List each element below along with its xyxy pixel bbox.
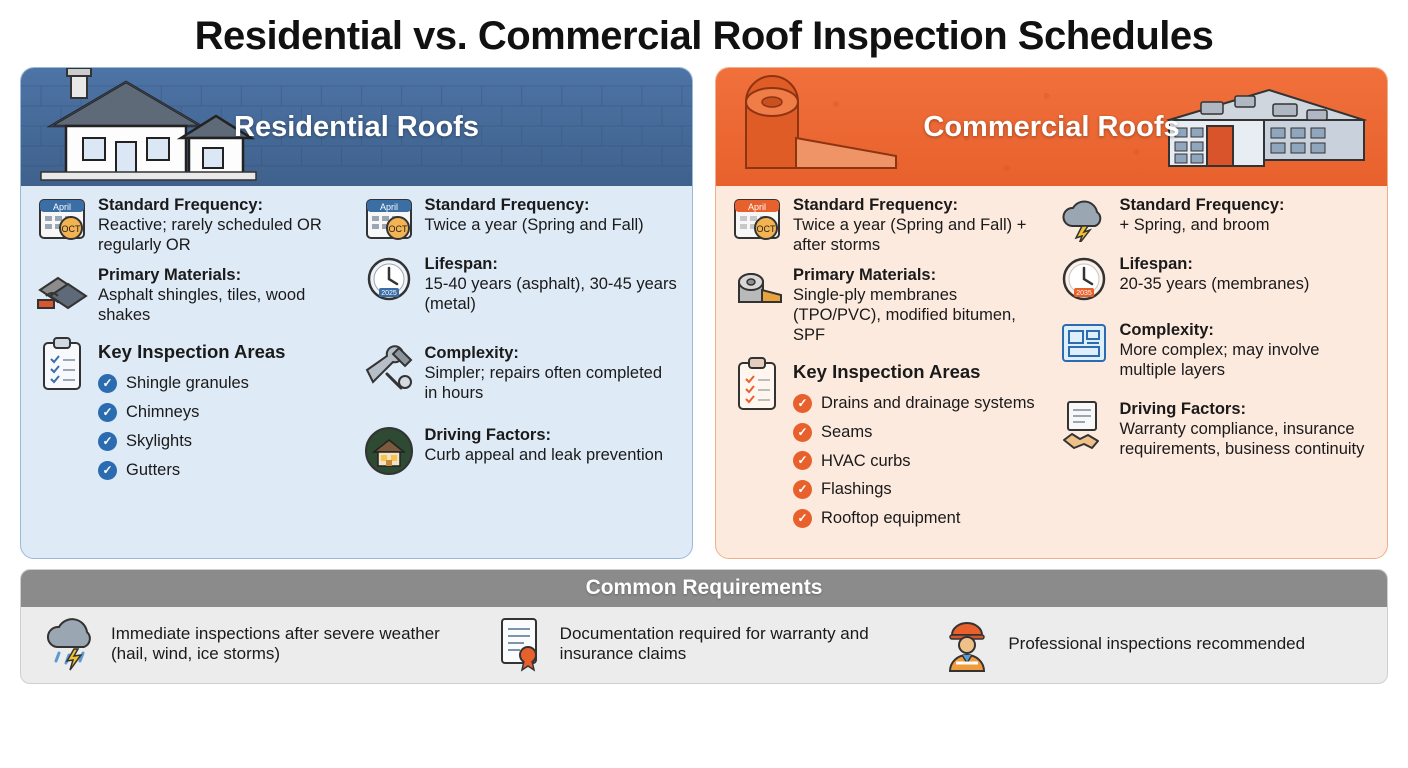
- check-icon: ✓: [98, 461, 117, 480]
- item-label: Standard Frequency:: [1119, 196, 1285, 214]
- item-label: Complexity:: [1119, 321, 1214, 339]
- clock-icon: [362, 255, 416, 303]
- item-label: Lifespan:: [1119, 255, 1193, 273]
- item-label: Standard Frequency:: [98, 196, 264, 214]
- check-icon: ✓: [793, 480, 812, 499]
- commercial-heading: Commercial Roofs: [923, 110, 1180, 143]
- item-value: Simpler; repairs often completed in hours: [424, 364, 663, 402]
- page-title: Residential vs. Commercial Roof Inspection Schedules: [194, 14, 1214, 58]
- list-item: [98, 398, 285, 427]
- storm-cloud-icon: [1057, 196, 1111, 244]
- residential-card: [20, 67, 693, 559]
- membrane-roll-icon: [730, 266, 784, 314]
- check-icon: ✓: [793, 423, 812, 442]
- inspector-worker-icon: [936, 615, 998, 673]
- item-label: Standard Frequency:: [793, 196, 959, 214]
- common-requirement-documentation: [480, 615, 929, 673]
- check-icon: ✓: [793, 451, 812, 470]
- item-value: More complex; may involve multiple layers: [1119, 340, 1320, 379]
- house-icon: [31, 68, 261, 186]
- check-icon: ✓: [98, 432, 117, 451]
- item-value: Asphalt shingles, tiles, wood shakes: [98, 286, 306, 324]
- commercial-primary-materials: [730, 266, 1047, 345]
- item-value: Warranty compliance, insurance requirements, business continuity: [1119, 420, 1365, 458]
- item-label: Driving Factors:: [424, 425, 552, 444]
- clipboard-icon: [35, 337, 89, 385]
- residential-lifespan: [362, 255, 679, 314]
- list-item: [98, 369, 285, 398]
- item-value: Single-ply membranes (TPO/PVC), modified bitumen, SPF: [793, 286, 1016, 344]
- commercial-body: [716, 186, 1387, 558]
- calendar-icon: [362, 196, 416, 244]
- check-icon: ✓: [793, 509, 812, 528]
- list-item-label: Gutters: [126, 460, 181, 479]
- commercial-standard-frequency-right: [1057, 196, 1374, 244]
- residential-standard-frequency-right: [362, 196, 679, 244]
- residential-key-areas-list: [98, 369, 285, 485]
- certificate-document-icon: [488, 615, 550, 673]
- common-requirements-panel: [20, 569, 1388, 684]
- item-label: Primary Materials:: [98, 266, 242, 285]
- list-item-label: Seams: [821, 422, 873, 441]
- check-icon: ✓: [98, 403, 117, 422]
- commercial-driving-factors: [1057, 400, 1374, 459]
- wrench-icon: [362, 344, 416, 392]
- key-areas-title: Key Inspection Areas: [98, 340, 286, 362]
- house-night-icon: [362, 426, 416, 474]
- handshake-document-icon: [1057, 400, 1111, 448]
- item-value: Twice a year (Spring and Fall): [424, 215, 644, 234]
- svg-text:2025: 2025: [380, 290, 397, 297]
- shingles-icon: [35, 266, 89, 314]
- residential-heading: Residential Roofs: [234, 110, 479, 143]
- calendar-icon: [730, 196, 784, 244]
- key-areas-title: Key Inspection Areas: [793, 360, 981, 382]
- item-label: Driving Factors:: [1119, 400, 1247, 419]
- residential-standard-frequency-left: [35, 196, 352, 255]
- check-icon: ✓: [98, 374, 117, 393]
- check-icon: ✓: [793, 394, 812, 413]
- comparison-columns: [0, 59, 1408, 559]
- commercial-key-inspection-areas: [730, 357, 1047, 534]
- commercial-standard-frequency-left: [730, 196, 1047, 255]
- blueprint-icon: [1057, 321, 1111, 369]
- list-item-label: HVAC curbs: [821, 451, 911, 470]
- item-value: + Spring, and broom: [1119, 215, 1270, 234]
- residential-card-header: [21, 68, 692, 186]
- residential-left-column: [35, 196, 352, 495]
- residential-primary-materials: [35, 266, 352, 325]
- list-item: [793, 447, 1035, 476]
- svg-text:2035: 2035: [1075, 290, 1092, 297]
- list-item-label: Shingle granules: [126, 373, 249, 392]
- item-label: Complexity:: [424, 344, 519, 363]
- list-item: [98, 427, 285, 456]
- item-value: Twice a year (Spring and Fall) + after storms: [793, 215, 1027, 254]
- list-item-label: Chimneys: [126, 402, 200, 421]
- clipboard-icon: [730, 357, 784, 405]
- common-requirement-text: Professional inspections recommended: [1008, 633, 1306, 653]
- storm-cloud-icon: [39, 615, 101, 673]
- clock-icon: [1057, 255, 1111, 303]
- residential-key-inspection-areas: [35, 337, 352, 485]
- common-requirement-weather: [31, 615, 480, 673]
- svg-text:April: April: [379, 202, 398, 212]
- svg-text:OCT: OCT: [61, 224, 81, 234]
- svg-text:April: April: [52, 202, 72, 212]
- common-requirement-text: Immediate inspections after severe weather (hail, wind, ice storms): [111, 623, 440, 664]
- item-label: Standard Frequency:: [424, 196, 590, 214]
- commercial-left-column: [730, 196, 1047, 544]
- common-requirement-text: Documentation required for warranty and insurance claims: [559, 623, 869, 664]
- list-item: [98, 456, 285, 485]
- membrane-roll-icon: [726, 68, 906, 186]
- residential-driving-factors: [362, 426, 679, 474]
- list-item-label: Drains and drainage systems: [821, 393, 1035, 412]
- common-requirements-title: Common Requirements: [21, 570, 1387, 607]
- commercial-complexity: [1057, 321, 1374, 380]
- commercial-key-areas-list: [793, 389, 1035, 533]
- residential-body: [21, 186, 692, 509]
- common-requirement-professional: [928, 615, 1377, 673]
- commercial-right-column: [1057, 196, 1374, 544]
- common-requirements-items: [21, 607, 1387, 683]
- calendar-icon: [35, 196, 89, 244]
- commercial-card-header: [716, 68, 1387, 186]
- item-value: Reactive; rarely scheduled OR regularly OR: [98, 215, 322, 254]
- item-value: Curb appeal and leak prevention: [424, 445, 664, 464]
- svg-text:OCT: OCT: [756, 224, 776, 234]
- list-item: [793, 389, 1035, 418]
- commercial-card: [715, 67, 1388, 559]
- svg-text:OCT: OCT: [388, 224, 407, 234]
- commercial-building-icon: [1149, 68, 1379, 186]
- list-item-label: Flashings: [821, 480, 892, 499]
- svg-text:April: April: [747, 202, 767, 212]
- residential-complexity: [362, 344, 679, 403]
- list-item: [793, 504, 1035, 533]
- item-value: 20-35 years (membranes): [1119, 274, 1310, 293]
- list-item-label: Skylights: [126, 431, 193, 450]
- item-label: Primary Materials:: [793, 266, 937, 285]
- list-item: [793, 475, 1035, 504]
- item-value: 15-40 years (asphalt), 30-45 years (metal): [424, 274, 677, 313]
- list-item-label: Rooftop equipment: [821, 509, 961, 528]
- residential-right-column: [362, 196, 679, 495]
- list-item: [793, 418, 1035, 447]
- item-label: Lifespan:: [424, 255, 498, 273]
- commercial-lifespan: [1057, 255, 1374, 303]
